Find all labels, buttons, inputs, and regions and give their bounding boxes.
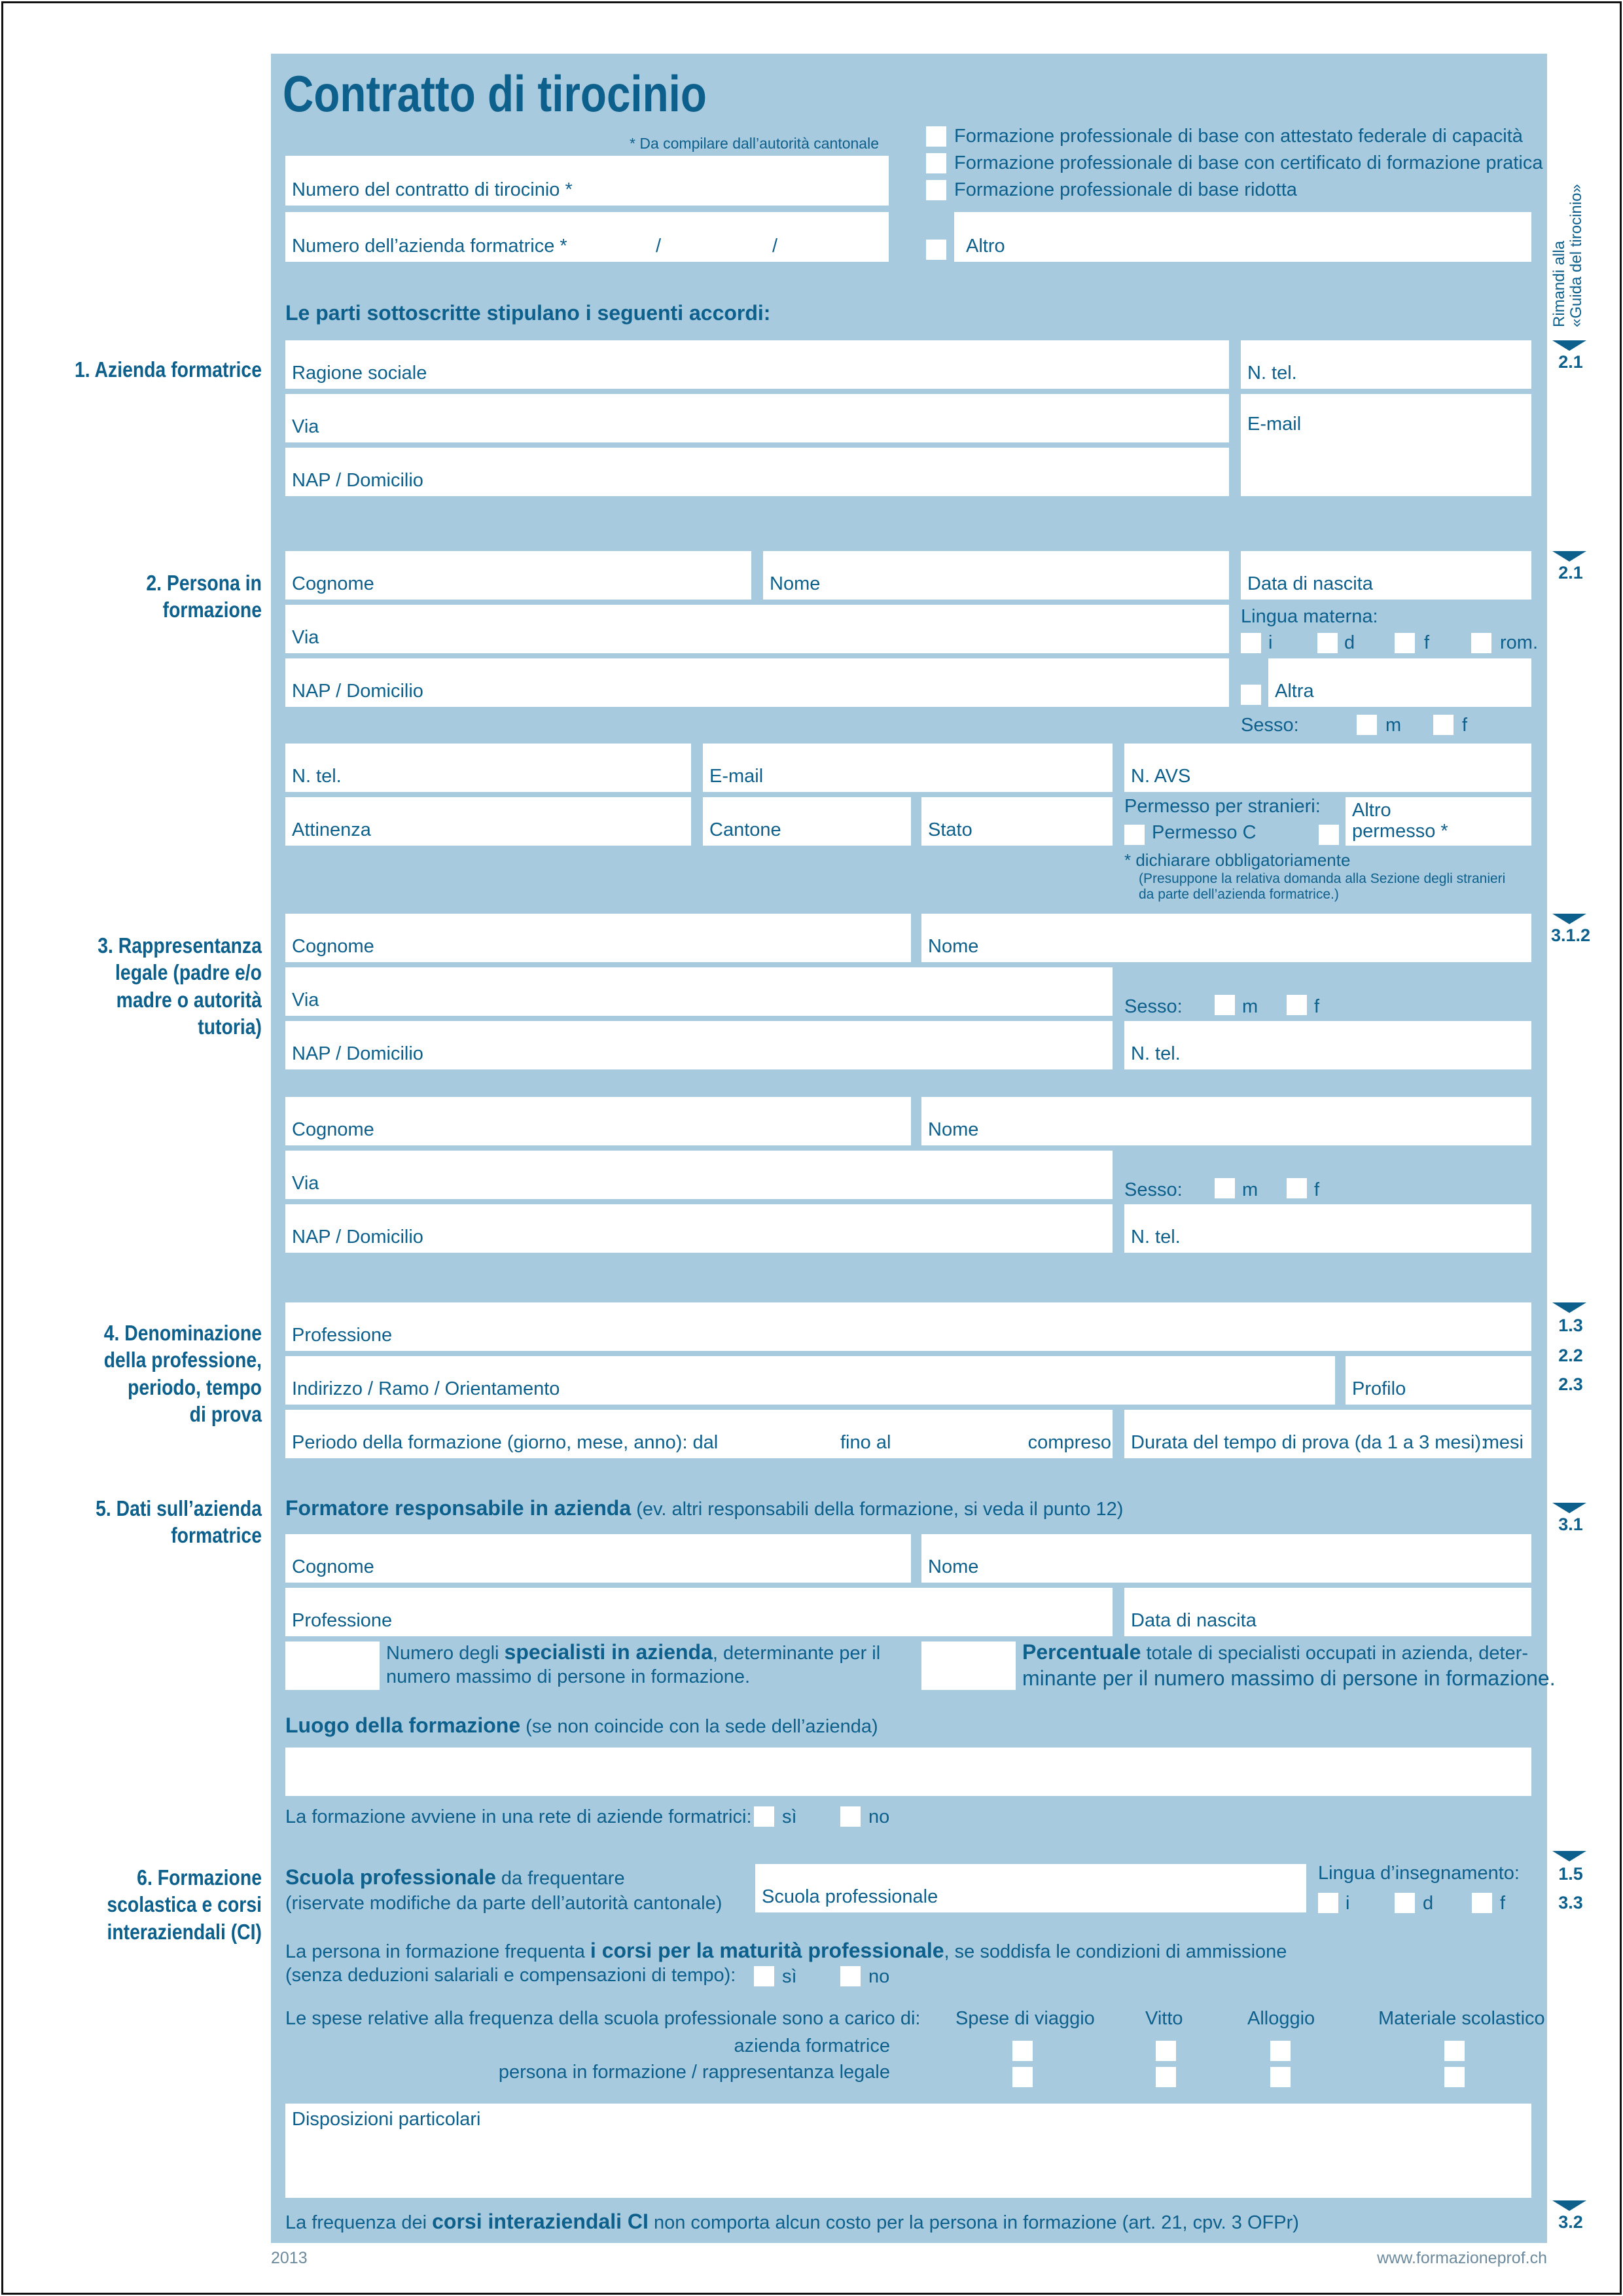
trainee-via-label: Via <box>292 626 319 648</box>
ref-3-1-2: 3.1.2 <box>1550 925 1591 945</box>
network-question: La formazione avviene in una rete di aziende formatrici: <box>285 1806 752 1827</box>
ref-marker-5 <box>1552 1503 1586 1513</box>
checkbox-lang-other[interactable] <box>1241 685 1261 705</box>
trainer-name-field[interactable] <box>921 1534 1531 1583</box>
parties-heading: Le parti sottoscritte stipulano i seguenti accordi: <box>285 301 771 325</box>
ref-marker-4 <box>1552 1302 1586 1313</box>
col-travel: Spese di viaggio <box>955 2008 1095 2029</box>
specialists-label-2: numero massimo di persone in formazione. <box>386 1666 751 1687</box>
trainee-email-field[interactable] <box>703 744 1113 792</box>
percent-label-2: minante per il numero massimo di persone in formazione. <box>1022 1666 1556 1690</box>
authority-note: * Da compilare dall’autorità cantonale <box>630 135 879 152</box>
company-via-label: Via <box>292 416 319 437</box>
checkbox-teach-i[interactable] <box>1318 1893 1338 1913</box>
checkbox-lang-rom[interactable] <box>1471 633 1491 653</box>
specialists-percent-field[interactable] <box>921 1641 1016 1690</box>
row-company: azienda formatrice <box>734 2036 890 2056</box>
ref-marker-2 <box>1552 551 1586 562</box>
lang-rom-label: rom. <box>1500 632 1538 653</box>
rep2-m-label: m <box>1242 1179 1258 1200</box>
maturity-no-label: no <box>868 1966 890 1987</box>
type-reduced-label: Formazione professionale di base ridotta <box>954 179 1297 200</box>
rep2-nap-label: NAP / Domicilio <box>292 1226 423 1247</box>
row-trainee: persona in formazione / rappresentanza legale <box>498 2062 890 2083</box>
section-4-heading: 4. Denominazione della professione, periodo, tempo di prova <box>103 1321 262 1426</box>
teach-d-label: d <box>1423 1893 1434 1914</box>
trainee-tel-field[interactable] <box>285 744 691 792</box>
rep1-sex-label: Sesso: <box>1124 996 1183 1017</box>
trainee-via-field[interactable] <box>285 605 1229 653</box>
rep1-nap-field[interactable] <box>285 1021 1113 1069</box>
training-period-field[interactable] <box>285 1410 1113 1458</box>
ragione-sociale-label: Ragione sociale <box>292 362 427 384</box>
avs-field[interactable] <box>1124 744 1531 792</box>
period-to-label: fino al <box>840 1431 891 1453</box>
checkbox-lang-d[interactable] <box>1317 633 1338 653</box>
ref-marker-7 <box>1552 2200 1586 2211</box>
teach-i-label: i <box>1346 1893 1350 1914</box>
trainee-surname-label: Cognome <box>292 573 374 594</box>
declare-note: * dichiarare obbligatoriamente <box>1124 850 1351 870</box>
trainee-email-label: E-mail <box>709 765 764 787</box>
checkbox-permit-c[interactable] <box>1124 825 1145 845</box>
ref-marker-6 <box>1552 1851 1586 1861</box>
company-tel-field[interactable] <box>1241 340 1531 389</box>
ref-2-1-b: 2.1 <box>1558 563 1583 583</box>
trainee-name-field[interactable] <box>763 551 1229 600</box>
rep1-nap-label: NAP / Domicilio <box>292 1043 423 1064</box>
checkbox-rep1-f[interactable] <box>1287 995 1307 1015</box>
contract-number-label: Numero del contratto di tirocinio * <box>292 179 573 200</box>
attinenza-label: Attinenza <box>292 819 371 840</box>
probation-field[interactable] <box>1124 1410 1531 1458</box>
checkbox-trainee-f[interactable] <box>1433 715 1454 735</box>
section-3-heading: 3. Rappresentanza legale (padre e/o madre o autorità tutoria) <box>98 933 262 1039</box>
ref-marker-1 <box>1552 340 1586 351</box>
rep2-name-field[interactable] <box>921 1097 1531 1145</box>
percent-label-1: Percentuale totale di specialisti occupati in azienda, deter- <box>1022 1640 1529 1664</box>
ref-2-2: 2.2 <box>1558 1346 1583 1365</box>
checkbox-trainee-lodging[interactable] <box>1270 2067 1291 2087</box>
rep2-f-label: f <box>1314 1179 1320 1200</box>
checkbox-trainee-travel[interactable] <box>1012 2067 1033 2087</box>
checkbox-company-travel[interactable] <box>1012 2041 1033 2061</box>
checkbox-maturity-yes[interactable] <box>754 1966 774 1986</box>
rep1-m-label: m <box>1242 996 1258 1017</box>
slash-1: / <box>656 235 662 257</box>
other-permit-label-1: Altro <box>1352 800 1391 821</box>
ref-1-3: 1.3 <box>1558 1316 1583 1335</box>
ref-2-3: 2.3 <box>1558 1374 1583 1394</box>
trainer-surname-label: Cognome <box>292 1556 374 1577</box>
checkbox-type-other[interactable] <box>926 240 946 260</box>
checkbox-rep2-m[interactable] <box>1215 1178 1235 1198</box>
profession-field[interactable] <box>285 1302 1531 1351</box>
slash-2: / <box>772 235 778 257</box>
profession-label: Professione <box>292 1324 393 1346</box>
checkbox-trainee-food[interactable] <box>1156 2067 1176 2087</box>
network-yes-label: sì <box>782 1806 797 1827</box>
school-heading: Scuola professionale da frequentare <box>285 1865 625 1889</box>
cantone-field[interactable] <box>703 797 911 846</box>
rep1-tel-field[interactable] <box>1124 1021 1531 1069</box>
school-reserved-note: (riservate modifiche da parte dell’autorità cantonale) <box>285 1893 722 1914</box>
ref-marker-3 <box>1552 914 1586 924</box>
checkbox-trainee-m[interactable] <box>1357 715 1377 735</box>
company-nap-label: NAP / Domicilio <box>292 469 423 491</box>
profile-field[interactable] <box>1346 1356 1531 1405</box>
teaching-language-label: Lingua d’insegnamento: <box>1318 1863 1520 1884</box>
checkbox-trainee-materials[interactable] <box>1444 2067 1465 2087</box>
checkbox-permit-other[interactable] <box>1319 825 1339 845</box>
checkbox-network-no[interactable] <box>840 1806 861 1827</box>
checkbox-teach-f[interactable] <box>1472 1893 1492 1913</box>
rep2-sex-label: Sesso: <box>1124 1179 1183 1200</box>
trainee-m-label: m <box>1385 715 1402 736</box>
contract-number-field[interactable] <box>285 156 889 206</box>
type-eba-label: Formazione professionale di base con certificato di formazione pratica <box>954 152 1543 173</box>
orientation-label: Indirizzo / Ramo / Orientamento <box>292 1378 560 1399</box>
rep2-via-field[interactable] <box>285 1151 1113 1199</box>
rep1-surname-label: Cognome <box>292 935 374 957</box>
location-heading: Luogo della formazione (se non coincide con la sede dell’azienda) <box>285 1713 878 1737</box>
trainee-sex-label: Sesso: <box>1241 715 1299 736</box>
rep2-surname-field[interactable] <box>285 1097 911 1145</box>
checkbox-company-lodging[interactable] <box>1270 2041 1291 2061</box>
trainee-nap-field[interactable] <box>285 658 1229 707</box>
trainee-tel-label: N. tel. <box>292 765 342 787</box>
network-no-label: no <box>868 1806 890 1827</box>
stato-label: Stato <box>928 819 972 840</box>
permit-c-label: Permesso C <box>1152 822 1257 843</box>
ref-1-5: 1.5 <box>1558 1864 1583 1884</box>
teach-f-label: f <box>1500 1893 1506 1914</box>
checkbox-company-food[interactable] <box>1156 2041 1176 2061</box>
rep1-name-field[interactable] <box>921 914 1531 962</box>
checkbox-lang-i[interactable] <box>1241 633 1261 653</box>
trainer-heading: Formatore responsabile in azienda (ev. altri responsabili della formazione, si veda il punto 12) <box>285 1496 1124 1520</box>
checkbox-type-efz[interactable] <box>926 126 946 147</box>
ref-2-1-a: 2.1 <box>1558 352 1583 372</box>
company-tel-label: N. tel. <box>1247 362 1297 384</box>
section-2-heading: 2. Persona in formazione <box>146 571 262 622</box>
school-field[interactable] <box>755 1864 1306 1912</box>
trainee-birthdate-field[interactable] <box>1241 551 1531 600</box>
ref-3-1: 3.1 <box>1558 1515 1583 1534</box>
training-location-field[interactable] <box>285 1748 1531 1796</box>
specialists-label-1: Numero degli specialisti in azienda, determinante per il <box>386 1640 881 1664</box>
other-type-field[interactable] <box>954 212 1531 262</box>
other-language-field[interactable] <box>1268 658 1531 707</box>
rep2-surname-label: Cognome <box>292 1119 374 1140</box>
trainer-birthdate-label: Data di nascita <box>1131 1609 1257 1631</box>
trainee-f-label: f <box>1462 715 1468 736</box>
other-permit-label-2: permesso * <box>1352 821 1448 842</box>
school-field-label: Scuola professionale <box>762 1886 938 1907</box>
company-email-label: E-mail <box>1247 414 1302 435</box>
guide-references-title: Rimandi alla «Guida del tirocinio» <box>1550 184 1586 327</box>
trainee-nap-label: NAP / Domicilio <box>292 680 423 702</box>
other-type-label: Altro <box>966 235 1005 257</box>
mother-tongue-label: Lingua materna: <box>1241 606 1378 627</box>
section-6-heading: 6. Formazione scolastica e corsi interaziendali (CI) <box>107 1865 262 1944</box>
lang-d-label: d <box>1344 632 1355 653</box>
ref-3-2: 3.2 <box>1558 2212 1583 2232</box>
footer-year: 2013 <box>271 2249 308 2267</box>
probation-label: Durata del tempo di prova (da 1 a 3 mesi): <box>1131 1431 1487 1453</box>
trainee-birthdate-label: Data di nascita <box>1247 573 1373 594</box>
attinenza-field[interactable] <box>285 797 691 846</box>
months-label: mesi <box>1483 1431 1524 1453</box>
footer-url[interactable]: www.formazioneprof.ch <box>1377 2249 1547 2267</box>
section-1-heading: 1. Azienda formatrice <box>75 357 262 382</box>
special-provisions-field[interactable] <box>285 2104 1531 2198</box>
stato-field[interactable] <box>921 797 1113 846</box>
lang-f-label: f <box>1424 632 1430 653</box>
orientation-field[interactable] <box>285 1356 1335 1405</box>
checkbox-lang-f[interactable] <box>1395 633 1415 653</box>
maturity-line-2: (senza deduzioni salariali e compensazioni di tempo): <box>285 1965 736 1986</box>
maturity-line-1: La persona in formazione frequenta i corsi per la maturità professionale, se soddisfa le condizioni di ammissione <box>285 1939 1287 1962</box>
section-5-heading: 5. Dati sull’azienda formatrice <box>96 1496 262 1548</box>
specialists-count-field[interactable] <box>285 1641 380 1690</box>
lang-i-label: i <box>1268 632 1273 653</box>
trainer-profession-label: Professione <box>292 1609 393 1631</box>
checkbox-network-yes[interactable] <box>754 1806 774 1827</box>
presuppone-note-2: da parte dell’azienda formatrice.) <box>1139 887 1339 902</box>
special-provisions-label: Disposizioni particolari <box>292 2109 481 2130</box>
avs-label: N. AVS <box>1131 765 1191 787</box>
page-title: Contratto di tirocinio <box>283 65 707 122</box>
checkbox-type-eba[interactable] <box>926 153 946 173</box>
other-language-label: Altra <box>1275 680 1314 702</box>
trainer-birthdate-field[interactable] <box>1124 1588 1531 1636</box>
col-food: Vitto <box>1145 2008 1183 2029</box>
rep1-surname-field[interactable] <box>285 914 911 962</box>
checkbox-teach-d[interactable] <box>1395 1893 1415 1913</box>
checkbox-type-reduced[interactable] <box>926 180 946 200</box>
rep2-tel-field[interactable] <box>1124 1204 1531 1253</box>
rep2-tel-label: N. tel. <box>1131 1226 1181 1247</box>
trainer-name-label: Nome <box>928 1556 979 1577</box>
trainee-surname-field[interactable] <box>285 551 751 600</box>
ragione-sociale-field[interactable] <box>285 340 1229 389</box>
expenses-question: Le spese relative alla frequenza della scuola professionale sono a carico di: <box>285 2008 921 2029</box>
cantone-label: Cantone <box>709 819 781 840</box>
company-number-label: Numero dell’azienda formatrice * <box>292 235 567 257</box>
trainer-surname-field[interactable] <box>285 1534 911 1583</box>
permit-label: Permesso per stranieri: <box>1124 796 1321 817</box>
rep1-via-label: Via <box>292 989 319 1011</box>
rep1-tel-label: N. tel. <box>1131 1043 1181 1064</box>
checkbox-company-materials[interactable] <box>1444 2041 1465 2061</box>
presuppone-note-1: (Presuppone la relativa domanda alla Sezione degli stranieri <box>1139 871 1506 886</box>
rep2-nap-field[interactable] <box>285 1204 1113 1253</box>
company-email-field[interactable] <box>1241 394 1531 496</box>
profile-label: Profilo <box>1352 1378 1406 1399</box>
company-number-field[interactable] <box>285 212 889 262</box>
period-inclusive-label: compreso <box>1027 1431 1111 1453</box>
trainee-name-label: Nome <box>770 573 821 594</box>
rep2-via-label: Via <box>292 1172 319 1194</box>
rep1-name-label: Nome <box>928 935 979 957</box>
trainer-profession-field[interactable] <box>285 1588 1113 1636</box>
ref-3-3: 3.3 <box>1558 1893 1583 1912</box>
ci-note: La frequenza dei corsi interaziendali CI non comporta alcun costo per la persona in formazione (art. 21, cpv. 3 OFPr) <box>285 2210 1299 2233</box>
period-from-label: Periodo della formazione (giorno, mese, anno): dal <box>292 1431 719 1453</box>
company-via-field[interactable] <box>285 394 1229 442</box>
rep1-via-field[interactable] <box>285 967 1113 1016</box>
checkbox-rep1-m[interactable] <box>1215 995 1235 1015</box>
maturity-yes-label: sì <box>782 1966 797 1987</box>
company-nap-field[interactable] <box>285 448 1229 496</box>
col-lodging: Alloggio <box>1247 2008 1315 2029</box>
checkbox-rep2-f[interactable] <box>1287 1178 1307 1198</box>
rep2-name-label: Nome <box>928 1119 979 1140</box>
rep1-f-label: f <box>1314 996 1320 1017</box>
type-efz-label: Formazione professionale di base con attestato federale di capacità <box>954 126 1523 147</box>
other-permit-field[interactable] <box>1346 797 1531 846</box>
col-materials: Materiale scolastico <box>1378 2008 1545 2029</box>
checkbox-maturity-no[interactable] <box>840 1966 861 1986</box>
